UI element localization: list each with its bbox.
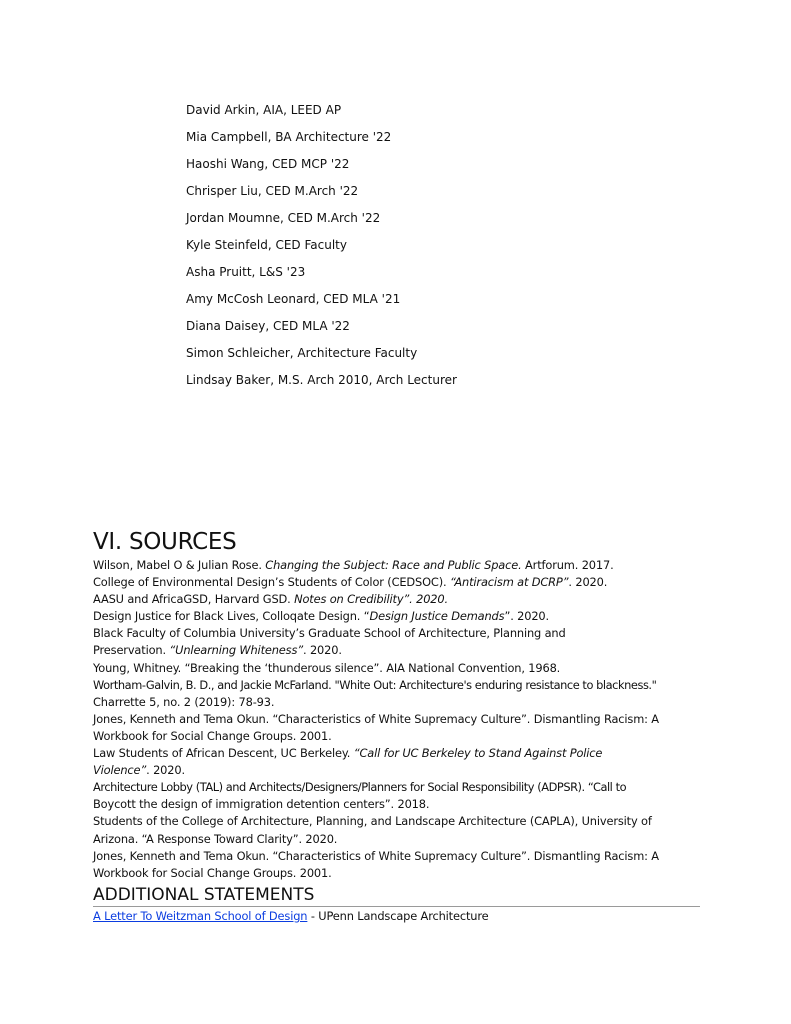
source-line	[93, 762, 703, 779]
source-text: Arizona. “A Response Toward Clarity”. 2020.	[93, 831, 338, 846]
source-text: Charrette 5, no. 2 (2019): 78-93.	[93, 694, 275, 709]
source-line	[93, 745, 703, 762]
statement-author: - UPenn Landscape Architecture	[307, 909, 489, 923]
source-line	[93, 574, 703, 591]
contributor-name: Haoshi Wang, CED MCP '22	[186, 157, 350, 171]
contributor-name: Simon Schleicher, Architecture Faculty	[186, 346, 418, 360]
source-line	[93, 779, 703, 796]
contributor-name: David Arkin, AIA, LEED AP	[186, 103, 342, 117]
source-title: Violence”	[93, 763, 147, 778]
source-text: Law Students of African Descent, UC Berkeley.	[93, 746, 354, 761]
source-title: Changing the Subject: Race and Public Space.	[265, 558, 522, 572]
source-text: Jones, Kenneth and Tema Okun. “Characteristics of White Supremacy Culture”. Dismantling Racism: A	[93, 848, 659, 863]
source-text: Young, Whitney. “Breaking the ‘thunderous silence”. AIA National Convention, 1968.	[93, 660, 561, 675]
source-line	[93, 677, 703, 694]
additional-statement-item	[93, 908, 489, 925]
contributor-name: Kyle Steinfeld, CED Faculty	[186, 238, 347, 252]
contributor-name: Amy McCosh Leonard, CED MLA '21	[186, 292, 401, 306]
source-line	[93, 557, 703, 574]
source-text: Black Faculty of Columbia University’s Graduate School of Architecture, Planning and	[93, 626, 566, 641]
source-line	[93, 865, 703, 882]
source-line	[93, 625, 703, 642]
source-title: “Call for UC Berkeley to Stand Against Police	[353, 746, 603, 761]
weitzman-letter-link[interactable]: A Letter To Weitzman School of Design	[93, 909, 308, 923]
source-text: Design Justice for Black Lives, Colloqate Design. “	[93, 609, 370, 624]
source-text: AASU and AfricaGSD, Harvard GSD.	[93, 592, 295, 607]
contributor-name: Lindsay Baker, M.S. Arch 2010, Arch Lecturer	[186, 373, 457, 387]
source-line	[93, 608, 703, 625]
source-text: Jones, Kenneth and Tema Okun. “Characteristics of White Supremacy Culture”. Dismantling Racism: A	[93, 711, 659, 726]
source-title: “Antiracism at DCRP”	[449, 575, 569, 590]
contributor-name: Jordan Moumne, CED M.Arch '22	[186, 211, 381, 225]
source-line	[93, 711, 703, 728]
source-text: . 2020.	[568, 575, 608, 590]
source-text: . 2020.	[303, 643, 342, 658]
source-text: Wortham-Galvin, B. D., and Jackie McFarland. "White Out: Architecture's enduring resistance to blackness."	[93, 677, 657, 692]
source-text: College of Environmental Design’s Students of Color (CEDSOC).	[93, 575, 450, 590]
contributor-name: Diana Daisey, CED MLA '22	[186, 319, 350, 333]
contributor-name: Chrisper Liu, CED M.Arch '22	[186, 184, 359, 198]
source-text: Boycott the design of immigration detention centers”. 2018.	[93, 797, 430, 812]
source-line	[93, 848, 703, 865]
source-line	[93, 591, 703, 608]
source-text: . 2020.	[146, 763, 185, 778]
contributor-list	[186, 102, 457, 399]
source-text: Wilson, Mabel O & Julian Rose.	[93, 558, 266, 572]
source-line	[93, 660, 703, 677]
source-text: Preservation.	[93, 643, 170, 658]
source-line	[93, 813, 703, 830]
source-line	[93, 728, 703, 745]
sources-heading: VI. SOURCES	[93, 529, 237, 555]
sources-list	[93, 557, 703, 882]
source-text: Workbook for Social Change Groups. 2001.	[93, 728, 332, 743]
additional-statements-heading: ADDITIONAL STATEMENTS	[93, 884, 700, 907]
source-title: Notes on Credibility”. 2020.	[294, 592, 448, 607]
source-text: ”. 2020.	[504, 609, 549, 624]
source-line	[93, 796, 703, 813]
contributor-name: Mia Campbell, BA Architecture '22	[186, 130, 392, 144]
source-text: Workbook for Social Change Groups. 2001.	[93, 865, 332, 880]
source-line	[93, 642, 703, 659]
source-title: “Unlearning Whiteness”	[169, 643, 303, 658]
source-line	[93, 831, 703, 848]
source-title: Design Justice Demands	[369, 609, 505, 624]
contributor-name: Asha Pruitt, L&S '23	[186, 265, 306, 279]
source-text: Architecture Lobby (TAL) and Architects/Designers/Planners for Social Responsibility (ADPSR). “Call to	[93, 780, 627, 795]
source-text: Artforum. 2017.	[521, 558, 614, 572]
source-line	[93, 694, 703, 711]
source-text: Students of the College of Architecture, Planning, and Landscape Architecture (CAPLA), University of	[93, 814, 652, 829]
